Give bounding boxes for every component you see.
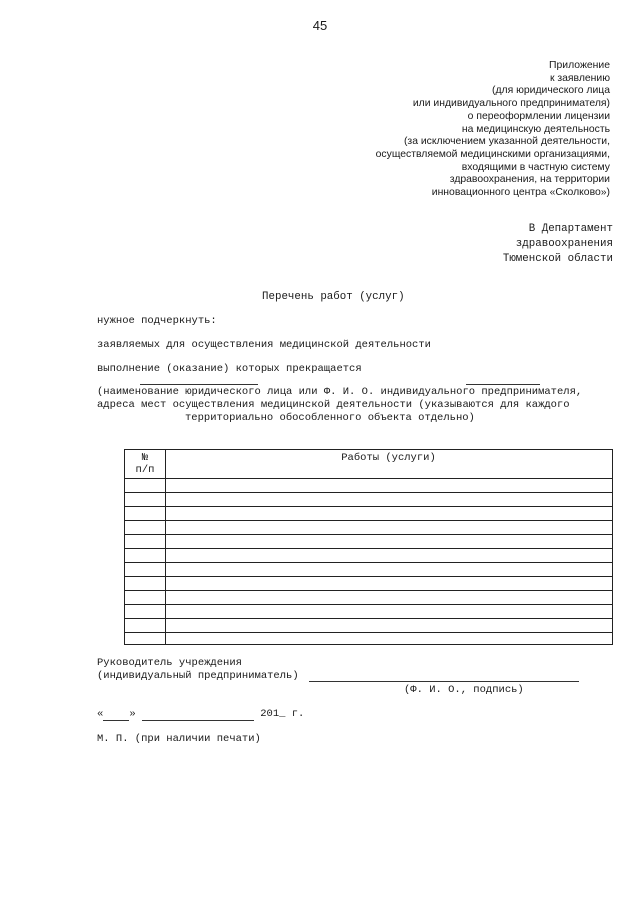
stamp-note: М. П. (при наличии печати) — [97, 733, 261, 745]
appendix-line: входящими в частную систему — [461, 161, 610, 173]
table-row[interactable] — [125, 506, 612, 507]
underline-instruction: нужное подчеркнуть: — [97, 315, 217, 327]
table-row[interactable] — [125, 576, 612, 577]
date-close-quote: » — [129, 708, 136, 720]
table-row[interactable] — [125, 632, 612, 633]
addressee-line: Тюменской области — [502, 253, 613, 266]
appendix-line: здравоохранения, на территории — [449, 174, 610, 186]
appendix-line: на медицинскую деятельность — [461, 123, 610, 135]
appendix-line: или индивидуального предпринимателя) — [412, 98, 610, 110]
option-stopped[interactable]: выполнение (оказание) которых прекращается — [97, 363, 362, 375]
addressee-block — [503, 222, 613, 268]
column-header-number-line1: № — [141, 452, 149, 464]
table-row[interactable] — [125, 618, 612, 619]
signature-line[interactable] — [309, 681, 579, 682]
appendix-line: о переоформлении лицензии — [467, 110, 610, 122]
addressee-line: здравоохранения — [515, 238, 613, 251]
signature-label-line1: Руководитель учреждения — [97, 657, 242, 669]
signature-label — [97, 657, 299, 683]
appendix-header — [270, 60, 610, 200]
date-day-field[interactable] — [103, 708, 129, 721]
table-row[interactable] — [125, 534, 612, 535]
note-line: адреса мест осуществления медицинской деятельности (указываются для каждого — [97, 399, 570, 411]
signature-label-line2: (индивидуальный предприниматель) — [97, 670, 299, 682]
note-line: (наименование юридического лица или Ф. И. О. индивидуального предпринимателя, — [97, 386, 583, 398]
table-header — [125, 450, 612, 478]
table-row[interactable] — [125, 562, 612, 563]
note-line: территориально обособленного объекта отдельно) — [185, 412, 475, 424]
date-month-field[interactable] — [142, 708, 254, 721]
form-title: Перечень работ (услуг) — [262, 291, 405, 303]
appendix-line: Приложение — [549, 60, 610, 71]
appendix-line: инновационного центра «Сколково») — [431, 187, 610, 199]
table-row[interactable] — [125, 492, 612, 493]
table-row[interactable] — [125, 520, 612, 521]
organization-name-line-right[interactable] — [466, 384, 540, 385]
option-declared[interactable]: заявляемых для осуществления медицинской деятельности — [97, 339, 431, 351]
table-row[interactable] — [125, 548, 612, 549]
date-year: 201_ г. — [260, 708, 305, 720]
table-row[interactable] — [125, 604, 612, 605]
date-open-quote: « — [97, 708, 104, 720]
appendix-line: осуществляемой медицинскими организациями, — [375, 148, 610, 160]
signature-caption: (Ф. И. О., подпись) — [404, 684, 524, 696]
works-table — [124, 449, 613, 645]
column-header-number — [125, 452, 165, 476]
appendix-line: (за исключением указанной деятельности, — [403, 136, 610, 148]
date-line — [97, 708, 304, 721]
column-header-works: Работы (услуги) — [341, 452, 436, 464]
organization-name-line[interactable] — [140, 384, 258, 385]
table-column-divider — [165, 450, 166, 644]
appendix-line: к заявлению — [549, 72, 610, 84]
addressee-line: В Департамент — [528, 223, 613, 235]
table-row[interactable] — [125, 478, 612, 479]
column-header-number-line2: п/п — [135, 464, 155, 476]
organization-note — [97, 386, 582, 425]
appendix-line: (для юридического лица — [492, 85, 610, 97]
table-row[interactable] — [125, 590, 612, 591]
page-number: 45 — [312, 18, 328, 33]
